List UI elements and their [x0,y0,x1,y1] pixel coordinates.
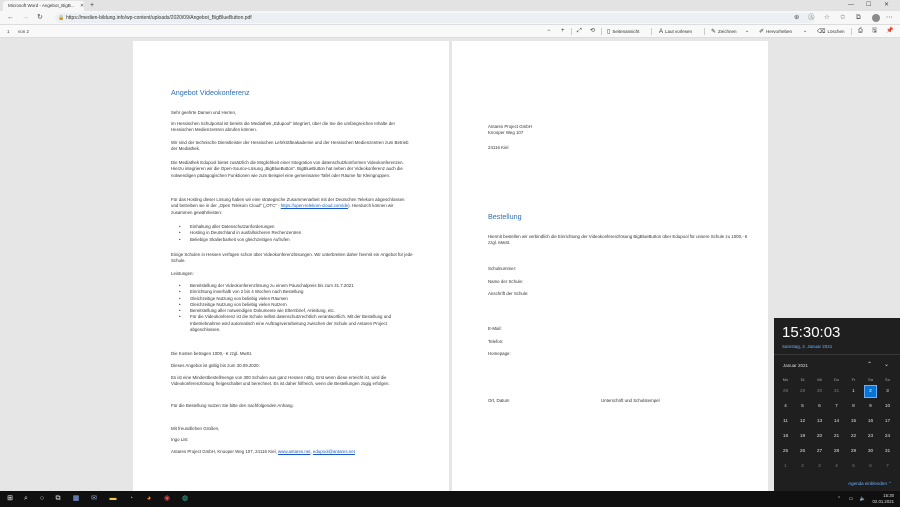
calendar-day[interactable]: 6 [818,404,821,409]
address-line: 24116 Kiel [488,145,509,150]
calendar-day[interactable]: 27 [816,449,823,454]
field-label: E-Mail: [488,326,502,331]
back-icon[interactable]: ← [7,14,14,21]
pdf-toolbar [0,25,900,38]
field-label: Ort, Datum [488,398,510,403]
calendar-day[interactable]: 7 [886,464,889,469]
tray-date[interactable]: 02.01.2021 [872,499,894,504]
calendar-day[interactable]: 6 [869,464,872,469]
favorite-star-icon[interactable]: ☆ [824,14,830,21]
order-title: Bestellung [488,212,522,221]
tab-bar [0,0,900,11]
calendar-day[interactable]: 28 [782,389,789,394]
footer [171,449,431,455]
calendar-day[interactable]: 5 [852,464,855,469]
page-view-icon: ▯ [607,29,611,35]
divider [851,28,852,35]
clock-calendar-flyout [774,318,900,491]
forward-icon[interactable]: → [22,14,29,21]
draw-label: Zeichnen [718,29,737,34]
mail-icon[interactable]: ✉ [91,495,97,502]
page-view-button[interactable] [607,25,639,39]
calendar-day[interactable]: 21 [833,434,840,439]
network-icon[interactable]: ▭ [848,496,854,502]
calendar-day[interactable]: 12 [799,419,806,424]
fit-page-icon[interactable]: ⤢ [577,28,582,34]
website-link[interactable]: www.antares.net [277,449,311,454]
next-month-icon[interactable]: ⌄ [884,362,890,368]
address-row [0,11,900,25]
calendar-day[interactable]: 7 [835,404,838,409]
calendar-day[interactable]: 4 [835,464,838,469]
address-line: Antares Project GmbH [488,124,532,129]
agenda-label: Agenda einblenden [848,481,887,486]
read-aloud-icon: A [659,29,664,35]
highlight-dropdown-icon[interactable]: ⌄ [803,28,808,34]
zoom-in-button[interactable]: + [561,28,565,34]
pdf-page-1 [133,41,449,491]
windows-start-icon[interactable]: ⊞ [7,495,13,502]
field-label: Schulnummer: [488,266,517,271]
paragraph: Dieses Angebot ist gültig bis zum 30.09.2020. [171,363,260,368]
draw-button[interactable] [711,25,737,39]
calendar-day[interactable]: 29 [850,449,857,454]
field-label: Homepage: [488,351,511,356]
divider [571,28,572,35]
footer-separator: , [310,449,313,454]
calendar-day[interactable]: 31 [833,389,840,394]
calendar-day[interactable]: 13 [816,419,823,424]
calendar-week [777,444,897,459]
email-link[interactable]: edupool@antares.net [312,449,355,454]
erase-button[interactable] [817,25,845,39]
field-label: Name der Schule: [488,279,524,284]
file-explorer-icon[interactable]: ▬ [109,495,117,502]
edge-active-icon[interactable]: ◍ [181,495,189,502]
weekday-label: Sa [868,377,873,382]
list-item: • Einrichtung innerhalb von 2 bis 4 Wochen nach Bestellung [179,289,411,295]
paragraph: Für die Bestellung nutzen Sie bitte den nachfolgenden Anhang. [171,403,294,408]
paragraph-text: Für das Hosting dieser Lösung haben wir eine strategische Zusammenarbeit mit der Deutschen Telekom abgeschlossen und betreiben sie in der „Open Telekom Cloud“ („OTC“ - [171,197,405,209]
show-agenda-button[interactable] [848,481,892,487]
divider [651,28,652,35]
address-bar[interactable] [55,13,815,23]
list-item: • Einhaltung aller Datenschutzanforderungen [179,224,411,230]
paragraph [171,197,413,216]
highlight-button[interactable] [759,25,792,39]
list-item: • Bereitstellung der Videokonferenzlösung zu einem Pauschalpreis bis zum 31.7.2021 [179,283,411,289]
calendar-day[interactable]: 16 [867,419,874,424]
calendar-day[interactable]: 14 [833,419,840,424]
calendar-day[interactable]: 4 [784,404,787,409]
browser-tab[interactable] [3,1,84,11]
calendar-day[interactable]: 15 [850,419,857,424]
calendar-day[interactable]: 17 [884,419,891,424]
search-icon[interactable]: ⌕ [24,495,28,502]
refresh-icon[interactable]: ↻ [37,14,43,21]
weekday-label: Fr [851,377,856,382]
rotate-icon[interactable]: ⟲ [590,28,596,34]
paragraph: Die Mediathek Edupool bietet zusätzlich die Möglichkeit einer Integration von datenschutzkonformen Videokonferenzen. Hierzu integrieren wir die Open-Source-Lösung „BigBlueButton“. BigBlueButton hat neben der Videokonferenz auch die notwendigen pädagogischen Funktionen wie zum Beispiel eine gemeinsame Tafel oder Räume für Kleingruppen. [171,160,404,178]
erase-label: Löschen [827,29,845,34]
calendar-day[interactable]: 2 [801,464,804,469]
calendar-week [777,399,897,414]
calendar-week [777,429,897,444]
tray-time[interactable]: 15:30 [883,493,894,498]
zoom-icon[interactable]: ⊕ [794,14,800,21]
favorites-icon[interactable]: ✩ [840,14,846,21]
volume-icon[interactable]: 🔈 [859,496,867,502]
paragraph: im Hessischen Schulportal ist bereits die Mediathek „Edupool“ integriert, über die Sie die umfangreichen Inhalte der Hessischen Medienzentren abrufen können. [171,121,396,133]
calendar-day[interactable]: 8 [852,404,855,409]
field-label: Telefon: [488,339,504,344]
close-tab-icon[interactable]: ✕ [80,3,84,9]
save-icon[interactable]: 🖫 [872,28,878,34]
otc-link[interactable]: https://open-telekom-cloud.com/de [280,203,349,209]
calendar-day[interactable]: 20 [816,434,823,439]
weekday-label: Di [800,377,805,382]
calendar-day[interactable]: 30 [816,389,823,394]
field-label: Unterschrift und Schulstempel [601,398,660,403]
highlight-label: Hervorheben [766,29,793,34]
calendar-week [777,414,897,429]
page-view-label: Seitenansicht [612,29,640,34]
calendar-day[interactable]: 5 [801,404,804,409]
close-window-icon[interactable]: ✕ [884,2,890,8]
list-item: • Beliebige Skalierbarkeit von gleichzeitigen Aufrufen [179,237,411,243]
paragraph: Die Kosten betragen 1000,- € zzgl. MwSt. [171,351,253,356]
calendar-day[interactable]: 31 [884,449,891,454]
page-total: von 2 [18,29,30,34]
address-line: Knooper Weg 107 [488,130,524,135]
list-item: • Gleichzeitige Nutzung von beliebig vielen Räumen [179,296,411,302]
url-text: https://medien-bildung.info/wp-content/uploads/2020/09/Angebot_BigBlueButton.pdf [66,15,252,21]
signer: Ingo List [171,437,188,442]
pdf-page-2 [452,41,768,491]
draw-dropdown-icon[interactable]: ⌄ [745,28,750,34]
calendar-day-today[interactable]: 2 [864,385,877,398]
read-aloud-label: Laut vorlesen [665,29,693,34]
calendar-day[interactable]: 18 [782,434,789,439]
calendar-day[interactable]: 1 [784,464,787,469]
paragraph: Es ist eine Mindestbestellmenge von 300 Schulen aus ganz Hessen nötig. Erst wenn diese erreicht ist, wird die Videokonferenzlösung freigeschaltet und berechnet. Es ist daher hilfreich, wenn die Bestellungen zügig erfolgen. [171,375,390,387]
paragraph: Wir sind der technische Dienstleister der Hessischen Lehrkräfteakademie und der Hessischen Medienzentren zum Betrieb der Mediathek. [171,140,409,152]
chevron-up-icon: ⌃ [888,481,892,486]
cortana-icon[interactable]: ○ [39,495,45,502]
print-icon[interactable]: ⎙ [858,28,863,34]
read-aloud-button[interactable] [659,25,692,39]
clock-time: 15:30:03 [782,324,841,341]
profile-avatar[interactable] [872,14,880,22]
task-view-icon[interactable]: ⧉ [55,495,61,502]
new-tab-icon[interactable]: + [90,2,95,9]
prev-month-icon[interactable]: ⌃ [867,362,873,368]
weekday-label: Mi [817,377,822,382]
calendar-day[interactable]: 26 [799,449,806,454]
paragraph-text: ). Hierdurch können wir zusammen gewährleisten: [171,203,394,215]
firefox-icon[interactable]: ◕ [146,495,152,502]
list-item: • Für die Videokonferenz ist die Schule selbst datenschutzrechtlich verantwortlich. Mit der Bestellung und Inbetriebnahme wird automatisch eine Auftragsverarbeitung zwischen der Schule und Antares Project abgeschlossen. [179,314,411,333]
calendar-day[interactable]: 25 [782,449,789,454]
divider [704,28,705,35]
taskbar [0,491,900,507]
closing: Mit freundlichen Grüßen, [171,426,220,431]
list-item: • Bereitstellung aller notwendigen Dokumente wie Elternbrief, Anleitung, etc. [179,308,411,314]
page-number-input[interactable]: 1 [7,29,10,34]
weekday-header [777,376,897,384]
clock-date-link[interactable]: Samstag, 2. Januar 2021 [782,344,833,349]
calendar-grid [777,376,897,474]
weekday-label: Mo [782,377,789,382]
calendar-week [777,384,897,399]
calendar-day[interactable]: 3 [818,464,821,469]
calendar-day[interactable]: 22 [850,434,857,439]
pin-icon[interactable]: 📌 [886,28,894,34]
app-icon[interactable]: ▦ [72,495,80,502]
calendar-day[interactable]: 11 [783,419,788,424]
calendar-day[interactable]: 3 [886,389,889,394]
calendar-day[interactable]: 29 [799,389,806,394]
app-icon[interactable]: ◉ [163,495,171,502]
calendar-day[interactable]: 30 [867,449,874,454]
calendar-day[interactable]: 28 [833,449,840,454]
calendar-week [777,459,897,474]
eraser-icon: ⌫ [817,29,826,35]
services-list [179,283,411,333]
calendar-month[interactable]: Januar 2021 [783,363,809,368]
maximize-icon[interactable]: ☐ [866,2,872,8]
tab-title: Microsoft Word - Angebot_BigB... [8,3,75,8]
divider [601,28,602,35]
calendar-day[interactable]: 10 [884,404,891,409]
footer-text: Antares Project GmbH, Knooper Weg 107, 24116 Kiel, [171,449,278,454]
tray-chevron-icon[interactable]: ⌃ [836,496,842,502]
calendar-day[interactable]: 9 [869,404,872,409]
list-item: • Hosting in Deutschland in ausfallsicheren Rechenzentren [179,230,411,236]
divider [774,354,900,355]
field-label: Anschrift der Schule: [488,291,529,296]
highlighter-icon: ✐ [759,29,765,35]
order-text: Hiermit bestellen wir verbindlich die Einrichtung der Videokonferenzlösung BigBlueButton über Edupool für unsere Schule zu 1000,- € zzgl. MwSt. [488,234,748,246]
calendar-day[interactable]: 1 [852,389,855,394]
calendar-day[interactable]: 19 [799,434,806,439]
calendar-day[interactable]: 23 [867,434,874,439]
read-mode-icon[interactable]: Ⓐ [808,14,815,21]
pen-icon: ✎ [711,29,717,35]
page-title: Angebot Videokonferenz [171,88,250,97]
guarantee-list [179,224,411,243]
greeting: Sehr geehrte Damen und Herren, [171,110,237,115]
list-item: • Gleichzeitige Nutzung von beliebig vielen Nutzern [179,302,411,308]
weekday-label: So [885,377,890,382]
zoom-out-button[interactable]: − [547,28,551,34]
lock-icon: 🔒 [58,15,65,21]
paragraph: Einige Schulen in Hessen verfügen schon über Videokonferenzlösungen. Wir unterbreiten daher hiermit ein Angebot für jede Schule. [171,252,413,264]
weekday-label: Do [833,377,840,382]
minimize-icon[interactable]: — [848,2,854,8]
more-icon[interactable]: ⋯ [886,14,893,21]
collections-icon[interactable]: ⧉ [856,14,861,21]
paragraph: Leistungen: [171,271,194,276]
edge-icon[interactable]: ◔ [128,495,134,502]
calendar-day[interactable]: 24 [884,434,891,439]
